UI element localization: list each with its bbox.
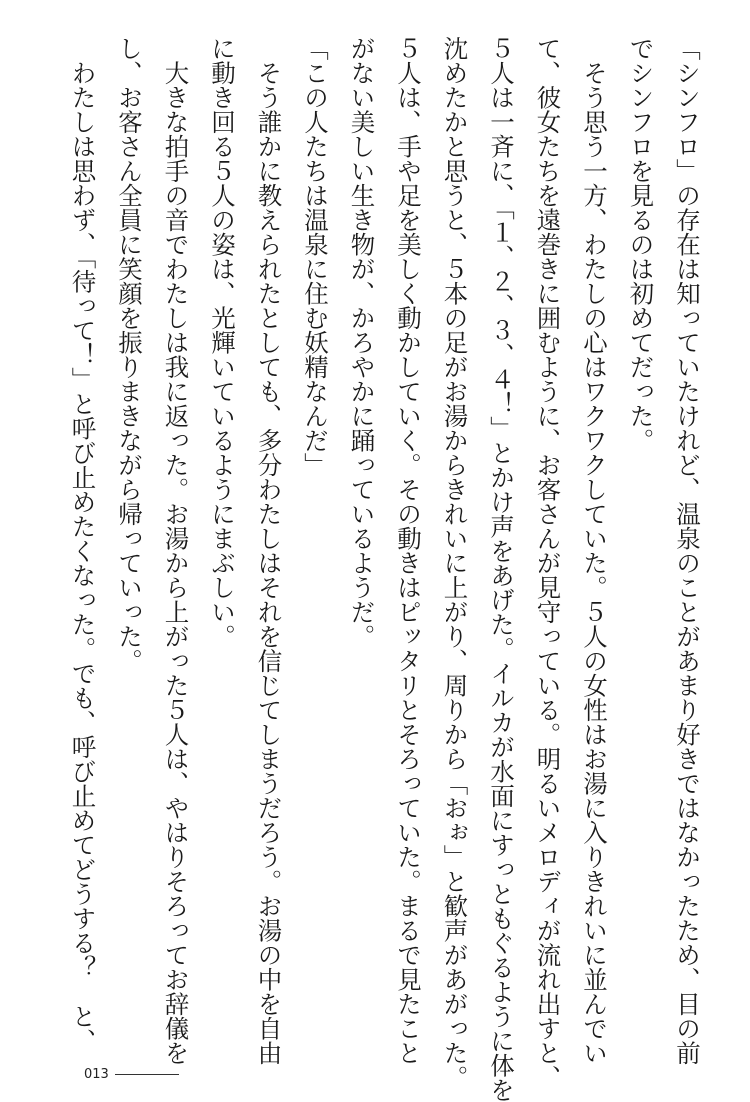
text-line: がない美しい生き物が、かろやかに踊っているようだ。 [347, 36, 377, 649]
footer-rule [115, 1074, 179, 1075]
text-line: ５人は、手や足を美しく動かしていく。その動きはピッタリとそろっていた。まるで見たこと [394, 36, 423, 1065]
text-line: そう誰かに教えられたとしても、多分わたしはそれを信じてしまうだろう。お湯の中を自由 [254, 36, 284, 1065]
text-line: て、彼女たちを遠巻きに囲むように、お客さんが見守っている。明るいメロディが流れ出すと、 [533, 36, 563, 1090]
text-line: し、お客さん全員に笑顔を振りまきながら帰っていった。 [115, 36, 144, 673]
text-line: 「この人たちは温泉に住む妖精なんだ」 [301, 36, 330, 477]
text-line: わたしは思わず、「待って！」と呼び止めたくなった。でも、呼び止めてどうする？ と、 [68, 36, 98, 1053]
text-line: でシンフロを見るのは初めてだった。 [626, 36, 656, 453]
text-line: ５人は一斉に、「１、２、３、４！」とかけ声をあげた。イルカが水面にすっともぐるように体を [487, 36, 516, 1102]
text-line: 大きな拍手の音でわたしは我に返った。お湯から上がった５人は、やはりそろってお辞儀を [161, 36, 191, 1065]
text-line: 沈めたかと思うと、５本の足がお湯からきれいに上がり、周りから「おぉ」と歓声があがった。 [440, 36, 470, 1090]
text-line: そう思う一方、わたしの心はワクワクしていた。５人の女性はお湯に入りきれいに並んでい [580, 36, 609, 1065]
text-line: に動き回る５人の姿は、光輝いているようにまぶしい。 [208, 36, 237, 649]
page-footer [84, 1066, 179, 1082]
text-line: 「シンフロ」の存在は知っていたけれど、温泉のことがあまり好きではなかったため、目の前 [673, 36, 702, 1065]
page-number: 013 [84, 1066, 109, 1082]
